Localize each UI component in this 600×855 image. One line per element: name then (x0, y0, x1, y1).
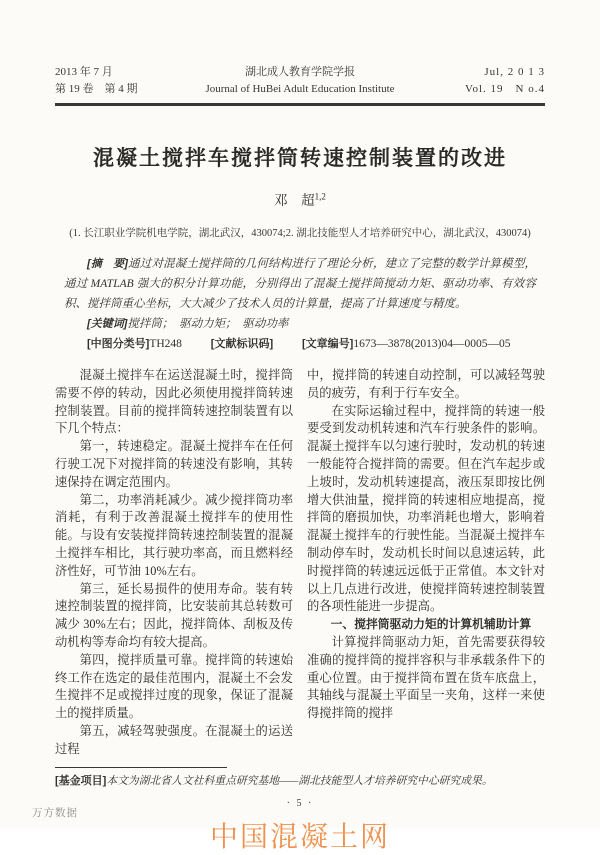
keywords-label: [关键词] (87, 318, 128, 330)
clc-value: TH248 (149, 338, 182, 350)
header-right (435, 64, 545, 98)
header-double-rule (55, 103, 545, 106)
journal-title-en: Journal of HuBei Adult Education Institute (205, 83, 395, 95)
body-paragraph: 计算搅拌筒驱动力矩，首先需要获得较准确的搅拌筒的搅拌容积与非承载条件下的重心位置。由于搅拌筒布置在货车底盘上，其轴线与混凝土平面呈一夹角，这样一来使得搅拌筒的搅拌 (307, 634, 545, 721)
body-paragraph: 混凝土搅拌车在运送混凝土时，搅拌筒需要不停的转动，因此必须使用搅拌筒转速控制装置。目前的搅拌筒转速控制装置有以下几个特点： (55, 368, 293, 436)
doc-code-label: [文献标识码] (210, 338, 274, 350)
journal-title-cn: 湖北成人教育学院学报 (245, 66, 355, 78)
watermark-text: 中国混凝土网 (209, 820, 390, 852)
header-left (55, 64, 165, 98)
body-paragraph-continuation: 中，搅拌筒的转速自动控制，可以减轻驾驶员的疲劳，有利于行车安全。 (307, 368, 545, 400)
journal-header (55, 64, 545, 98)
fund-text: 本文为湖北省人文社科重点研究基地——湖北技能型人才培养研究中心研究成果。 (106, 774, 493, 787)
article-id-label: [文章编号] (302, 338, 354, 350)
footnote-separator (55, 767, 227, 768)
clc-label: [中图分类号] (87, 338, 150, 350)
header-center (165, 64, 435, 98)
body-paragraph: 第四，搅拌质量可靠。搅拌筒的转速始终工作在选定的最佳范围内，混凝土不会发生搅拌不足或搅拌过度的现象，保证了混凝土的搅拌质量。 (55, 652, 293, 721)
keywords-line (64, 314, 536, 334)
abstract-text: 通过对混凝土搅拌筒的几何结构进行了理论分析，建立了完整的数学计算模型，通过 MATLAB 强大的积分计算功能，分别得出了混凝土搅拌筒搅动力矩、驱动功率、有效容积、搅拌筒重心坐标，大大减少了技术人员的计算量，提高了计算速度与精度。 (64, 258, 537, 310)
scan-provider-label: 万方数据 (32, 808, 78, 819)
body-paragraph: 在实际运输过程中，搅拌筒的转速一般要受到发动机转速和汽车行驶条件的影响。混凝土搅拌车以匀速行驶时，发动机的转速一般能符合搅拌筒的需要。但在汽车起步或上坡时，发动机转速提高，液压泵即按比例增大供油量，搅拌筒的转速相应地提高，搅拌筒的磨损加快，功率消耗也增大，影响着混凝土搅拌车的行驶性能。当混凝土搅拌车制动停车时，发动机长时间以息速运转，此时搅拌筒的转速远远低于正常值。本文针对以上几点进行改进，使搅拌筒转速控制装置的各项性能进一步提高。 (307, 403, 545, 614)
keywords-text: 搅拌筒； 驱动力矩； 驱动功率 (127, 318, 289, 330)
body-paragraph: 第五，减轻驾驶强度。在混凝土的运送过程 (55, 723, 293, 756)
header-issue-cn: 第 19 卷 第 4 期 (55, 83, 138, 95)
doc-code-segment (211, 338, 273, 350)
author-name: 邓 超 (274, 193, 315, 208)
header-date-cn: 2013 年 7 月 (55, 66, 113, 78)
header-date-en: Jul, 2 0 1 3 (484, 66, 545, 78)
fund-label: [基金项目] (55, 774, 107, 787)
clc-segment (87, 338, 182, 350)
body-paragraph: 第二，功率消耗减少。减少搅拌筒功率消耗，有利于改善混凝土搅拌车的使用性能。与设有安装搅拌筒转速控制装置的混凝土搅拌车相比，其行驶功率高，而且燃料经济性好，可节油 10%左右。 (55, 492, 293, 578)
abstract-label: [摘 要] (87, 258, 128, 270)
abstract-paragraph (64, 254, 536, 314)
author-superscript: 1,2 (314, 191, 326, 202)
article-title: 混凝土搅拌车搅拌筒转速控制装置的改进 (93, 146, 507, 170)
article-id-segment (302, 338, 511, 350)
article-body (55, 367, 545, 759)
header-issue-en: Vol. 19 N o.4 (464, 83, 545, 95)
page-number: · 5 · (286, 797, 314, 809)
left-column (55, 367, 293, 759)
article-id-value: 1673—3878(2013)04—0005—05 (353, 338, 511, 350)
classification-line (64, 334, 536, 354)
author-line (55, 189, 545, 209)
section-heading: 一、搅拌筒驱动力矩的计算机辅助计算 (330, 617, 532, 632)
fund-footnote (55, 773, 545, 789)
affiliation: (1. 长江职业学院机电学院，湖北武汉，430074;2. 湖北技能型人才培养研究中心，湖北武汉，430074) (69, 228, 531, 239)
body-paragraph: 第一，转速稳定。混凝土搅拌车在任何行驶工况下对搅拌筒的转速没有影响，其转速保持在调定范围内。 (55, 439, 293, 489)
body-paragraph: 第三，延长易损件的使用寿命。装有转速控制装置的搅拌筒，比安装前其总转数可减少 30%左右；因此，搅拌筒体、刮板及传动机构等寿命均有较大提高。 (55, 581, 293, 649)
abstract-block (55, 254, 545, 354)
right-column (307, 367, 545, 759)
